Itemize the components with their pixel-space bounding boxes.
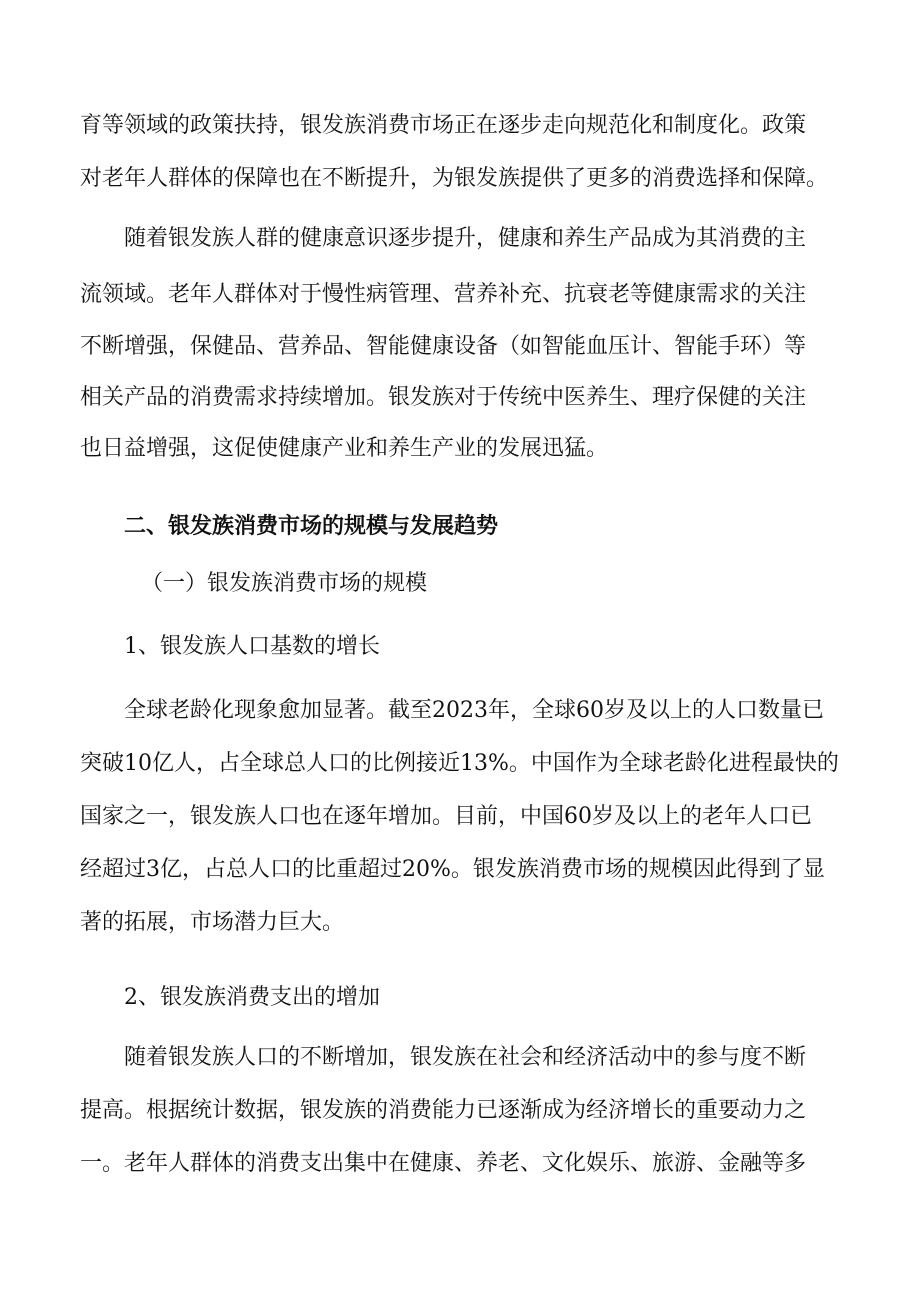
paragraph-line: 育等领域的政策扶持，银发族消费市场正在逐步走向规范化和制度化。政策 [80, 113, 807, 138]
section-heading: 二、银发族消费市场的规模与发展趋势 [124, 513, 499, 539]
paragraph-line: 国家之一，银发族人口也在逐年增加。目前，中国60岁及以上的老年人口已 [80, 804, 812, 829]
paragraph-line: 突破10亿人，占全球总人口的比例接近13%。中国作为全球老龄化进程最快的 [80, 751, 839, 776]
subsection-heading: （一）银发族消费市场的规模 [141, 571, 428, 596]
item-heading-population: 1、银发族人口基数的增长 [124, 634, 380, 659]
paragraph-line: 相关产品的消费需求持续增加。银发族对于传统中医养生、理疗保健的关注 [80, 385, 807, 410]
paragraph-line: 流领域。老年人群体对于慢性病管理、营养补充、抗衰老等健康需求的关注 [80, 282, 807, 307]
paragraph-line: 不断增强，保健品、营养品、智能健康设备（如智能血压计、智能手环）等 [80, 334, 807, 359]
paragraph-line: 随着银发族人群的健康意识逐步提升，健康和养生产品成为其消费的主 [124, 226, 807, 251]
paragraph-line: 也日益增强，这促使健康产业和养生产业的发展迅猛。 [80, 436, 609, 461]
paragraph-line: 随着银发族人口的不断增加，银发族在社会和经济活动中的参与度不断 [124, 1045, 807, 1070]
paragraph-line: 对老年人群体的保障也在不断提升，为银发族提供了更多的消费选择和保障。 [80, 166, 829, 191]
paragraph-line: 全球老龄化现象愈加显著。截至2023年，全球60岁及以上的人口数量已 [124, 698, 824, 723]
paragraph-line: 提高。根据统计数据，银发族的消费能力已逐渐成为经济增长的重要动力之 [80, 1098, 807, 1123]
paragraph-line: 经超过3亿，占总人口的比重超过20%。银发族消费市场的规模因此得到了显 [80, 857, 825, 882]
paragraph-line: 一。老年人群体的消费支出集中在健康、养老、文化娱乐、旅游、金融等多 [80, 1151, 807, 1176]
item-heading-spending: 2、银发族消费支出的增加 [124, 985, 380, 1010]
paragraph-line: 著的拓展，市场潜力巨大。 [80, 910, 345, 935]
